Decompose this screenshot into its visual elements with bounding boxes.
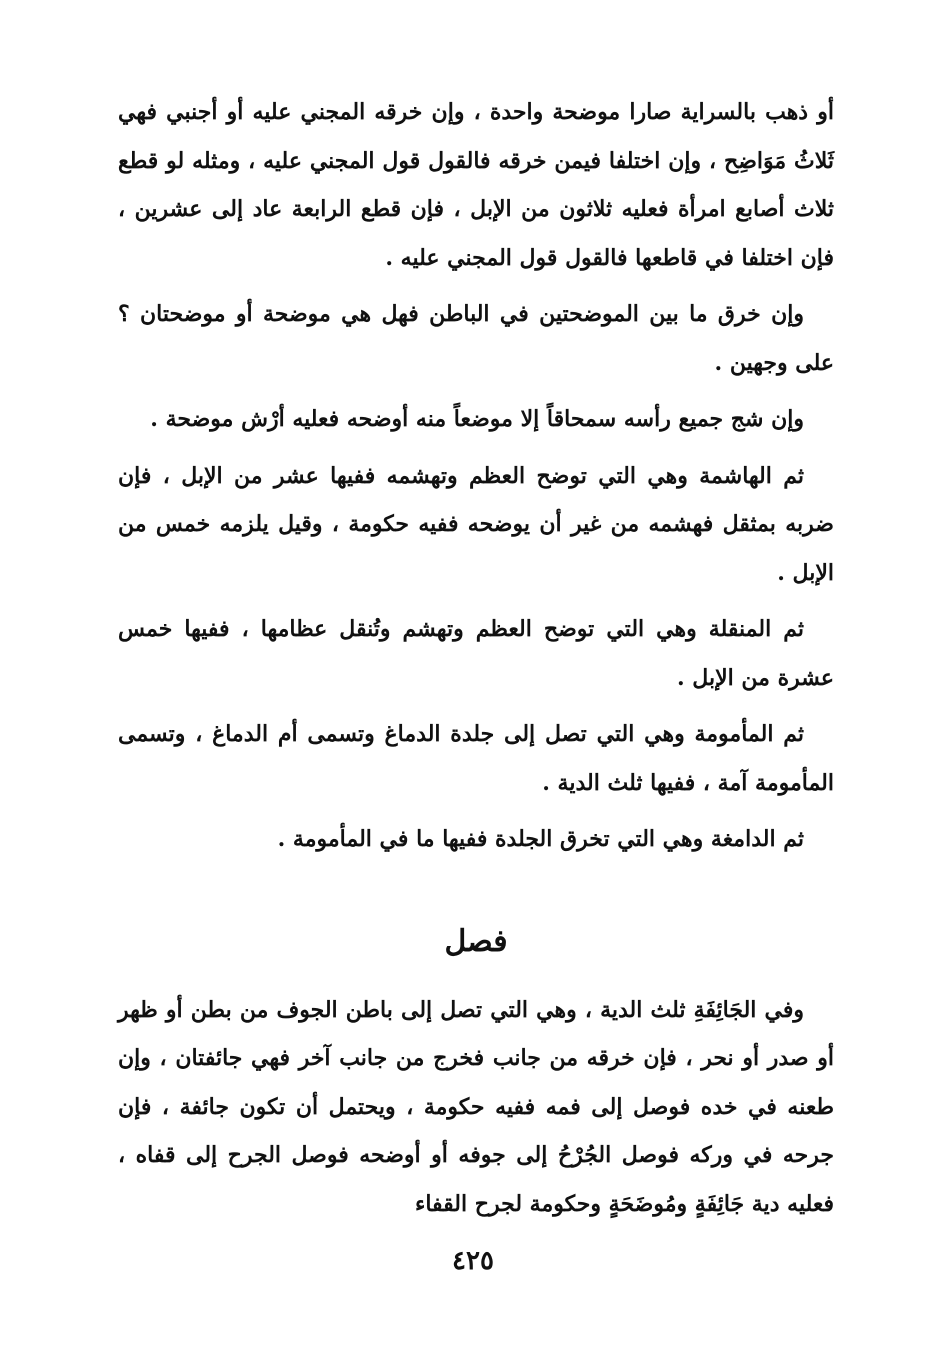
page-number: ٤٢٥ bbox=[452, 1246, 494, 1276]
paragraph: وإن شج جميع رأسه سمحاقاً إلا موضعاً منه أوضحه فعليه أرْش موضحة . bbox=[150, 406, 804, 432]
paragraph: ثم المأمومة وهي التي تصل إلى جلدة الدماغ وتسمى أم الدماغ ، وتسمى المأمومة آمة ، ففيها ثلث الدية . bbox=[118, 721, 834, 796]
paragraph: ثم المنقلة وهي التي توضح العظم وتهشم وتُنقل عظامها ، ففيها خمس عشرة من الإبل . bbox=[118, 616, 834, 691]
paragraph: ثم الدامغة وهي التي تخرق الجلدة ففيها ما في المأمومة . bbox=[277, 826, 804, 852]
body-text-top bbox=[118, 88, 834, 864]
paragraph: وفي الجَائِفَةِ ثلث الدية ، وهي التي تصل إلى باطن الجوف من بطن أو ظهر أو صدر أو نحر ، فإن خرقه من جانب فخرج من جانب آخر فهي جائفتان ، وإن طعنه في خده فوصل إلى فمه ففيه حكومة ، ويحتمل أن تكون جائفة ، فإن جرحه في وركه فوصل الجُرْحُ إلى جوفه أو أوضحه فوصل الجرح إلى قفاه ، فعليه دية جَائِفَةٍ ومُوضَحَةٍ وحكومة لجرح القفاء bbox=[118, 996, 834, 1217]
body-text-bottom bbox=[118, 986, 834, 1229]
paragraph: أو ذهب بالسراية صارا موضحة واحدة ، وإن خرقه المجني عليه أو أجنبي فهي ثَلاثُ مَوَاضِح ، وإن اختلفا فيمن خرقه فالقول قول المجني عليه ، ومثله لو قطع ثلاث أصابع امرأة فعليه ثلاثون من الإبل ، فإن قطع الرابعة عاد إلى عشرين ، فإن اختلفا في قاطعها فالقول قول المجني عليه . bbox=[118, 99, 834, 271]
section-heading: فصل bbox=[444, 923, 508, 959]
paragraph: وإن خرق ما بين الموضحتين في الباطن فهل هي موضحة أو موضحتان ؟ على وجهين . bbox=[118, 301, 834, 376]
paragraph: ثم الهاشمة وهي التي توضح العظم وتهشمه ففيها عشر من الإبل ، فإن ضربه بمثقل فهشمه من غير أن يوضحه ففيه حكومة ، وقيل يلزمه خمس من الإبل . bbox=[118, 462, 834, 586]
